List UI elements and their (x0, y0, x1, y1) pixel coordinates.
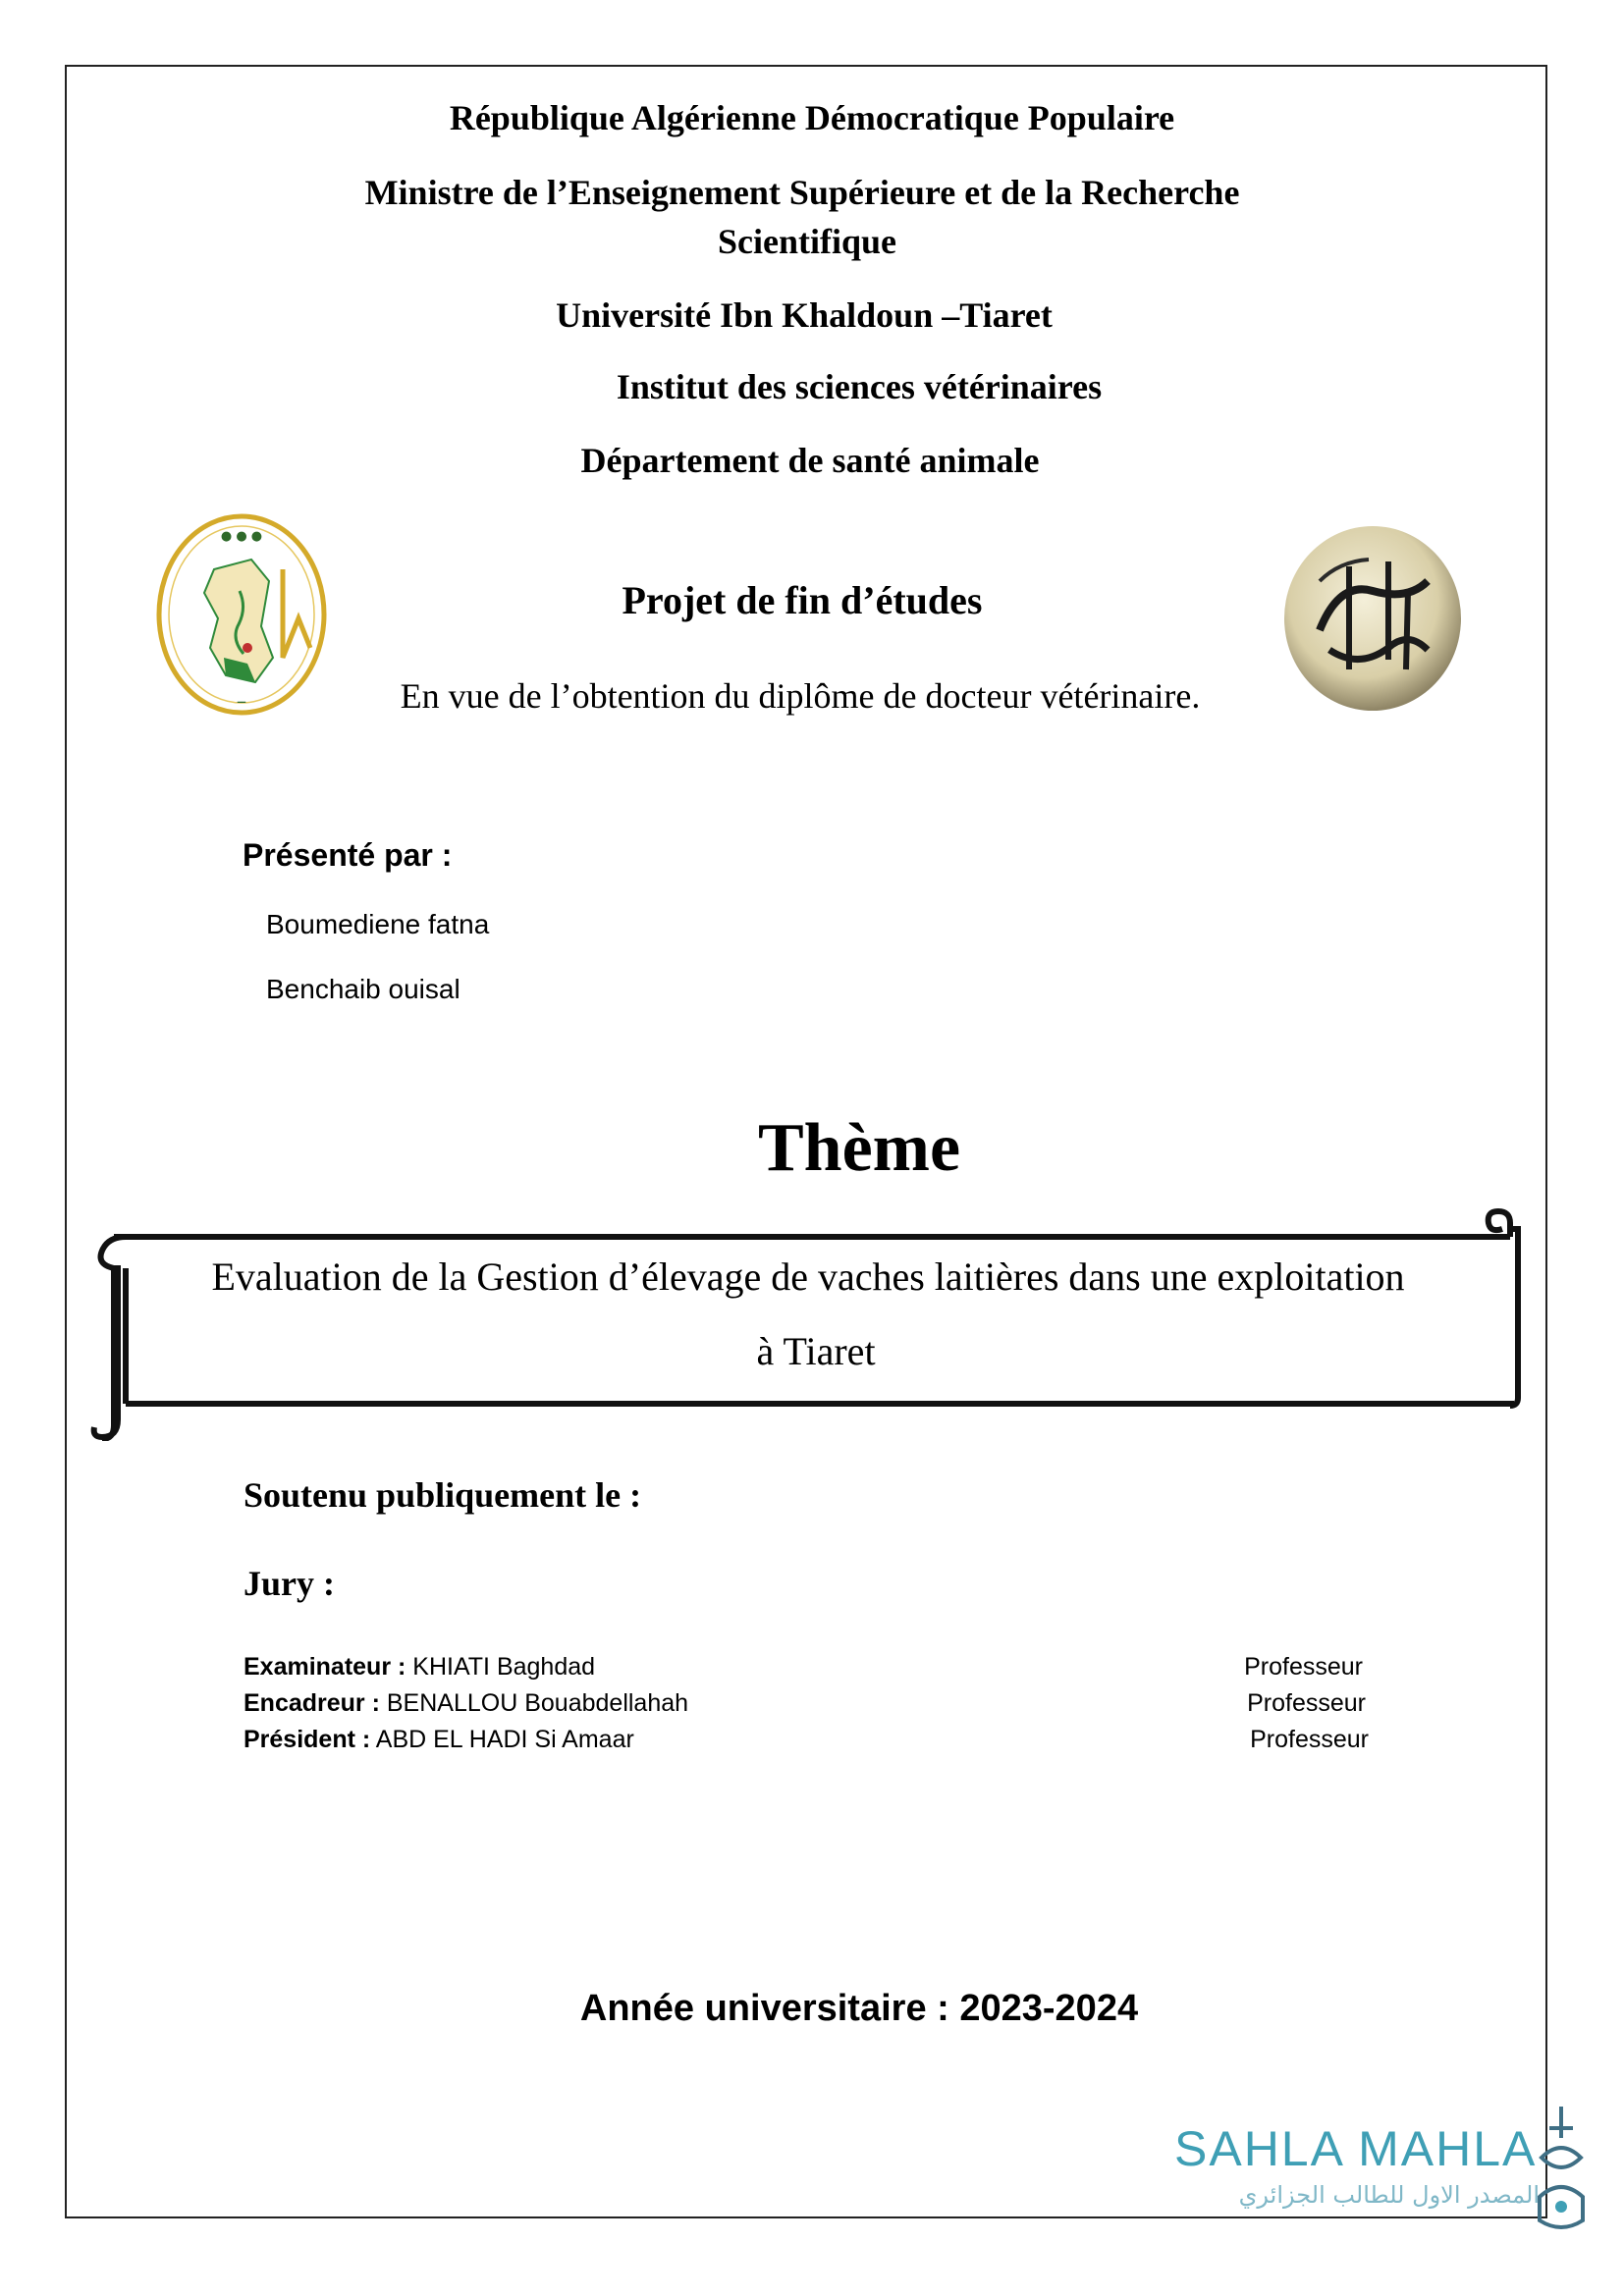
defense-label: Soutenu publiquement le : (244, 1475, 642, 1515)
presenter-name: Boumediene fatna (266, 909, 490, 939)
jury-role: Encadreur : (244, 1689, 380, 1717)
scroll-banner-icon (88, 1205, 1532, 1441)
jury-role: Examinateur : (244, 1653, 406, 1681)
theme-heading: Thème (757, 1110, 961, 1186)
jury-role: Président : (244, 1726, 371, 1753)
republic-heading: République Algérienne Démocratique Populaire (449, 98, 1175, 137)
academic-year-label: Année universitaire (579, 1988, 927, 2029)
jury-label: Jury : (244, 1564, 335, 1603)
presenters-label: Présenté par : (243, 837, 453, 873)
department-heading: Département de santé animale (580, 441, 1040, 480)
brand-tagline: المصدر الاول للطالب الجزائري (1238, 2181, 1540, 2209)
academic-year (47, 1988, 1624, 2030)
jury-name: KHIATI Baghdad (406, 1653, 596, 1681)
academic-year-colon: : (926, 1988, 960, 2029)
ministry-heading-line1: Ministre de l’Enseignement Supérieure et de la Recherche (364, 173, 1240, 212)
jury-title: Professeur (1250, 1726, 1369, 1753)
project-subtitle: En vue de l’obtention du diplôme de docteur vétérinaire. (400, 676, 1201, 716)
svg-text:● ● ●: ● ● ● (220, 529, 263, 544)
jury-member-row (244, 1685, 1373, 1721)
jury-member-row (244, 1649, 1373, 1684)
jury-member-row (244, 1722, 1373, 1757)
jury-title: Professeur (1247, 1689, 1366, 1717)
institute-heading: Institut des sciences vétérinaires (616, 367, 1103, 406)
svg-text:ــ: ــ (237, 691, 246, 707)
university-heading: Université Ibn Khaldoun –Tiaret (556, 295, 1053, 335)
calligraphy-mark-icon (1532, 2099, 1591, 2236)
ministry-heading-line2: Scientifique (717, 222, 896, 261)
academic-year-value: 2023-2024 (959, 1988, 1139, 2029)
project-title: Projet de fin d’études (622, 578, 983, 622)
theme-title-line2: à Tiaret (756, 1329, 876, 1373)
jury-title: Professeur (1244, 1653, 1363, 1681)
brand-name: SAHLA MAHLA (1174, 2121, 1538, 2176)
jury-name: ABD EL HADI Si Amaar (370, 1726, 634, 1753)
presenter-name: Benchaib ouisal (266, 974, 460, 1004)
theme-title-line1: Evaluation de la Gestion d’élevage de vaches laitières dans une exploitation (211, 1255, 1405, 1299)
jury-name: BENALLOU Bouabdellahah (379, 1689, 689, 1717)
